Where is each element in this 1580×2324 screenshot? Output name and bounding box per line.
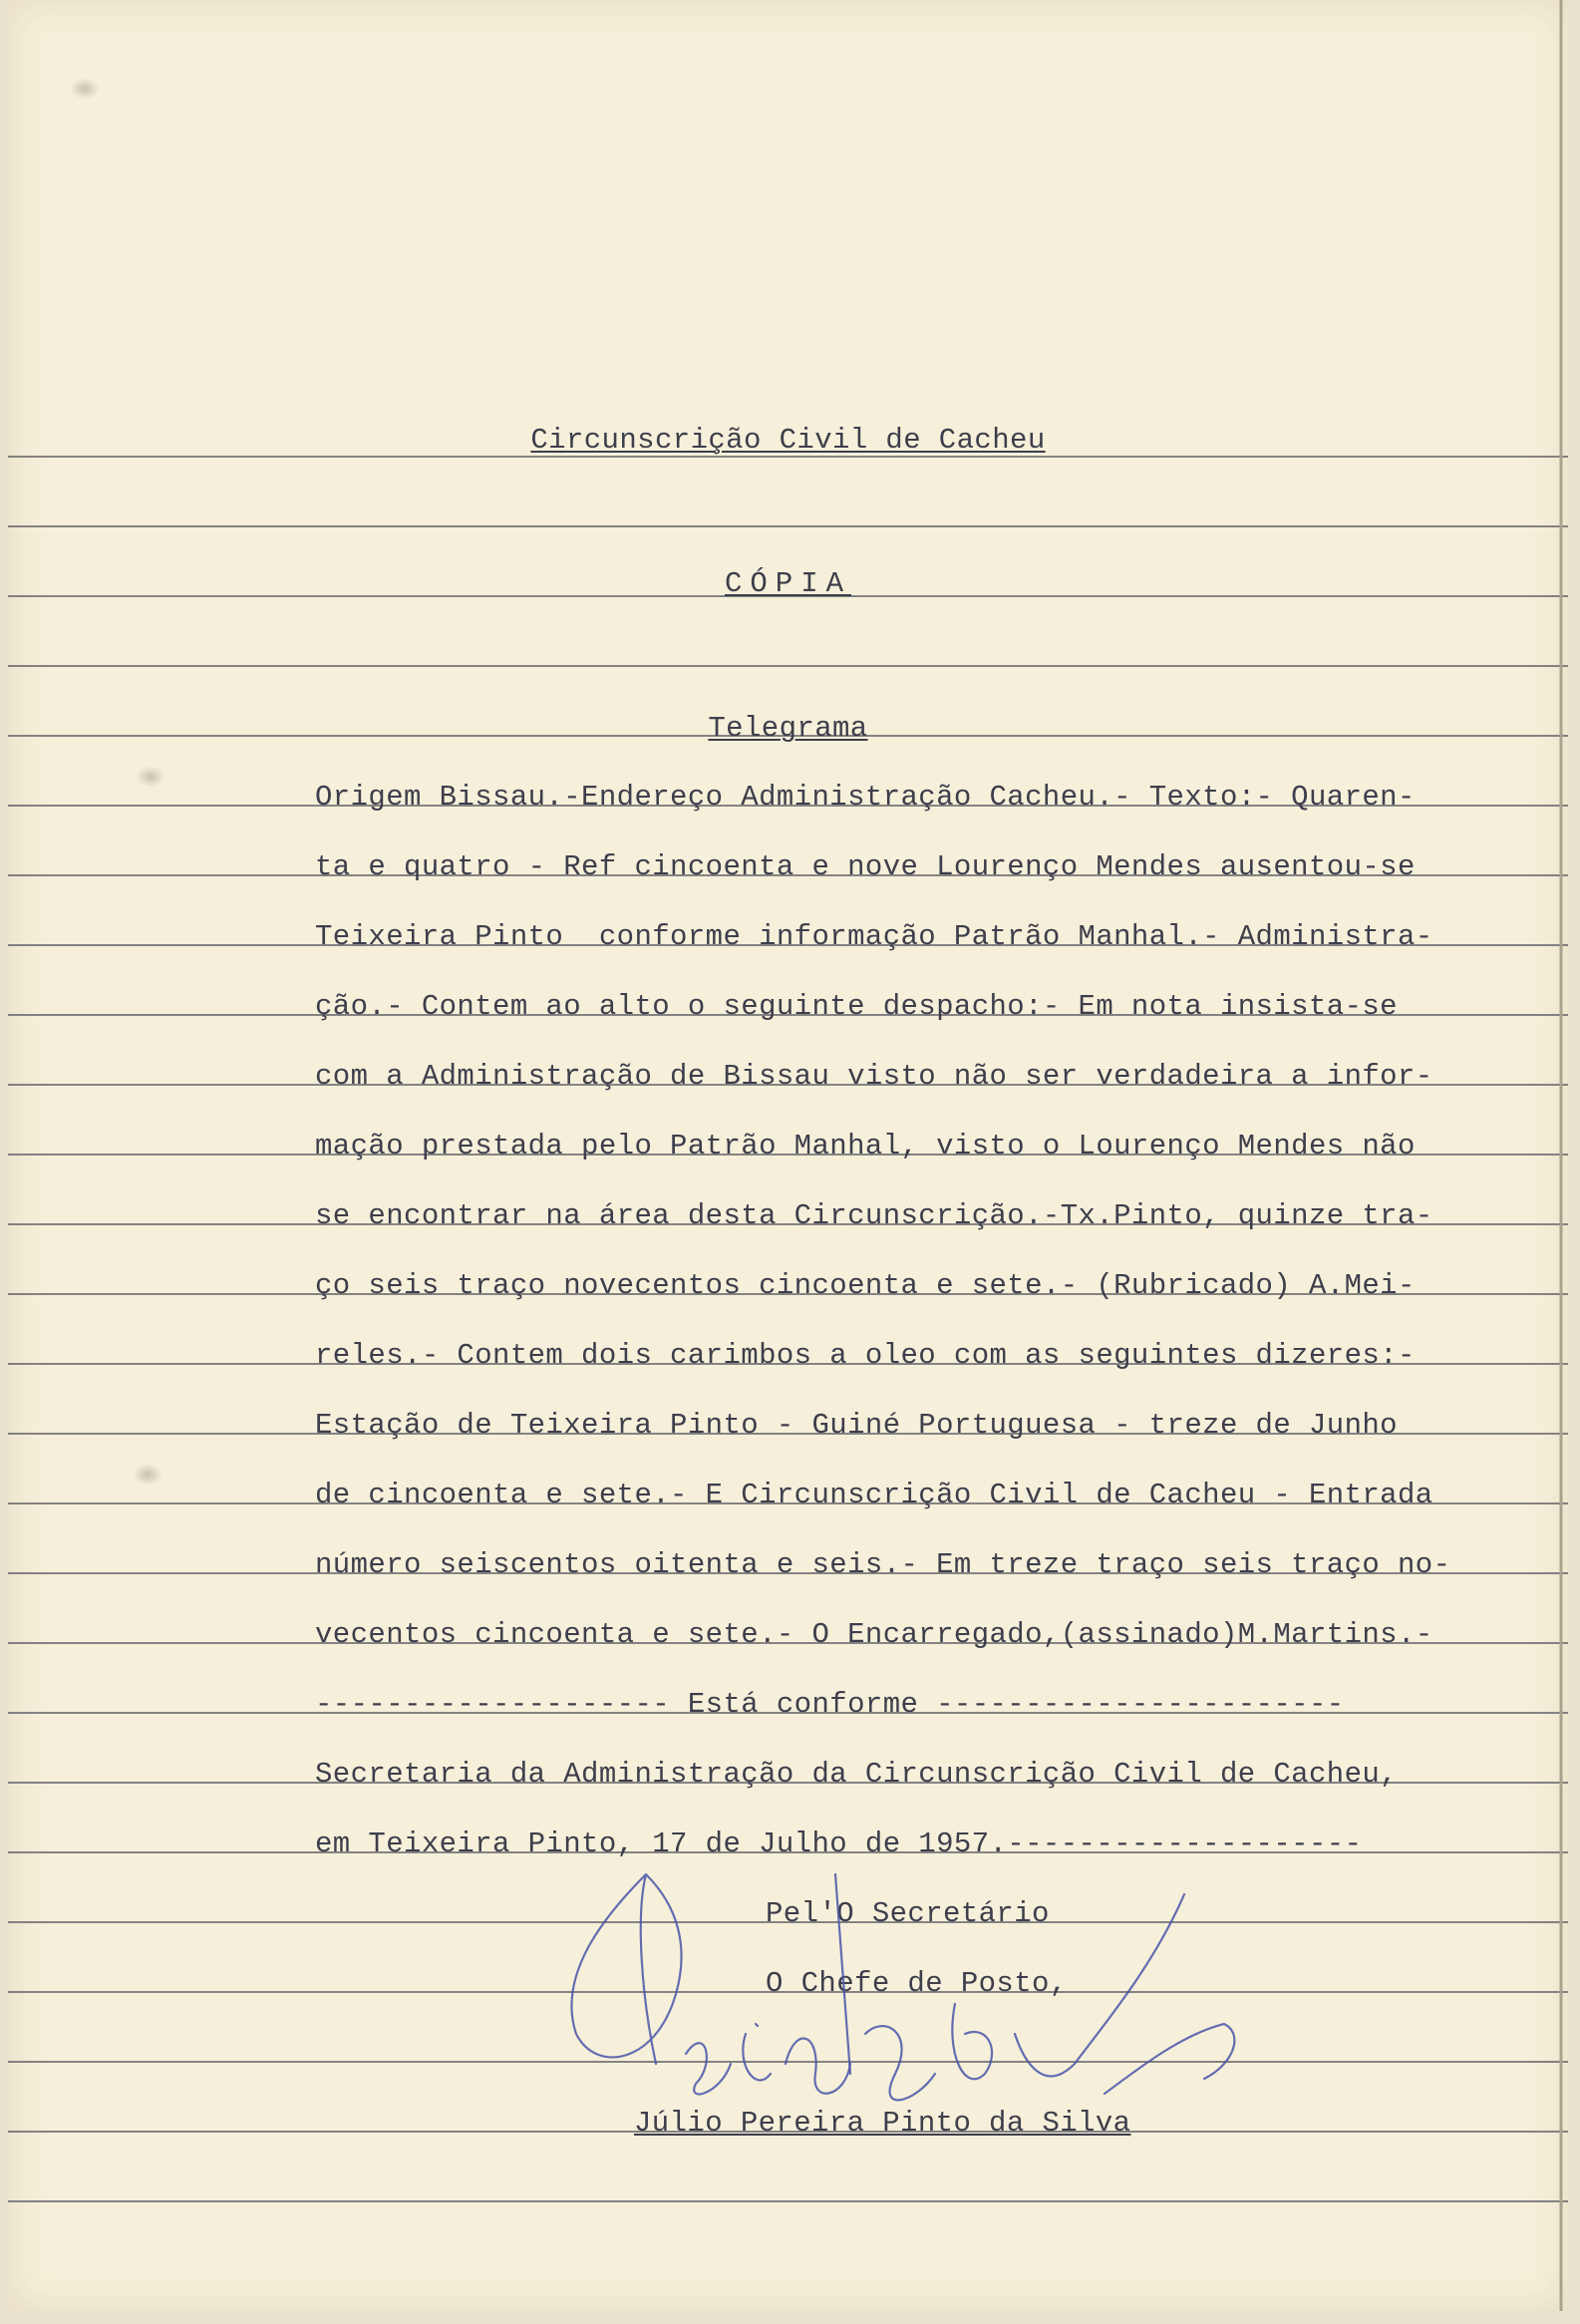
document-type: Telegrama	[708, 712, 868, 745]
body-line: ço seis traço novecentos cincoenta e sete.- (Rubricado) A.Mei-	[315, 1269, 1416, 1302]
place-date-line: em Teixeira Pinto, 17 de Julho de 1957.--------------------	[315, 1827, 1363, 1860]
signatory-role: Pel'O Secretário	[766, 1897, 1050, 1930]
body-line: Estação de Teixeira Pinto - Guiné Portuguesa - treze de Junho	[315, 1409, 1398, 1442]
body-line: com a Administração de Bissau visto não ser verdadeira a infor-	[315, 1060, 1433, 1093]
secretariat-line: Secretaria da Administração da Circunscrição Civil de Cacheu,	[315, 1758, 1398, 1791]
certification-line: -------------------- Está conforme -----------------------	[315, 1688, 1345, 1721]
body-line: Teixeira Pinto conforme informação Patrão Manhal.- Administra-	[315, 920, 1433, 953]
body-line: ta e quatro - Ref cincoenta e nove Lourenço Mendes ausentou-se	[315, 850, 1416, 883]
handwritten-signature	[546, 1735, 1344, 2213]
body-line: vecentos cincoenta e sete.- O Encarregado,(assinado)M.Martins.-	[315, 1618, 1433, 1651]
body-line: ção.- Contem ao alto o seguinte despacho:- Em nota insista-se	[315, 990, 1398, 1023]
body-line: mação prestada pelo Patrão Manhal, visto o Lourenço Mendes não	[315, 1130, 1416, 1162]
body-line: de cincoenta e sete.- E Circunscrição Civil de Cacheu - Entrada	[315, 1479, 1433, 1511]
hole-punch-mark	[136, 766, 165, 788]
signatory-title: O Chefe de Posto,	[766, 1967, 1068, 2000]
signatory-name: Júlio Pereira Pinto da Silva	[634, 2107, 1131, 2140]
office-header: Circunscrição Civil de Cacheu	[530, 424, 1046, 457]
document-label: CÓPIA	[724, 567, 851, 600]
hole-punch-mark	[70, 78, 100, 100]
body-line: reles.- Contem dois carimbos a oleo com as seguintes dizeres:-	[315, 1339, 1416, 1372]
document-page	[8, 0, 1568, 2311]
body-line: número seiscentos oitenta e seis.- Em treze traço seis traço no-	[315, 1548, 1451, 1581]
body-line: se encontrar na área desta Circunscrição.-Tx.Pinto, quinze tra-	[315, 1199, 1433, 1232]
hole-punch-mark	[133, 1464, 162, 1486]
body-line: Origem Bissau.-Endereço Administração Cacheu.- Texto:- Quaren-	[315, 781, 1416, 814]
